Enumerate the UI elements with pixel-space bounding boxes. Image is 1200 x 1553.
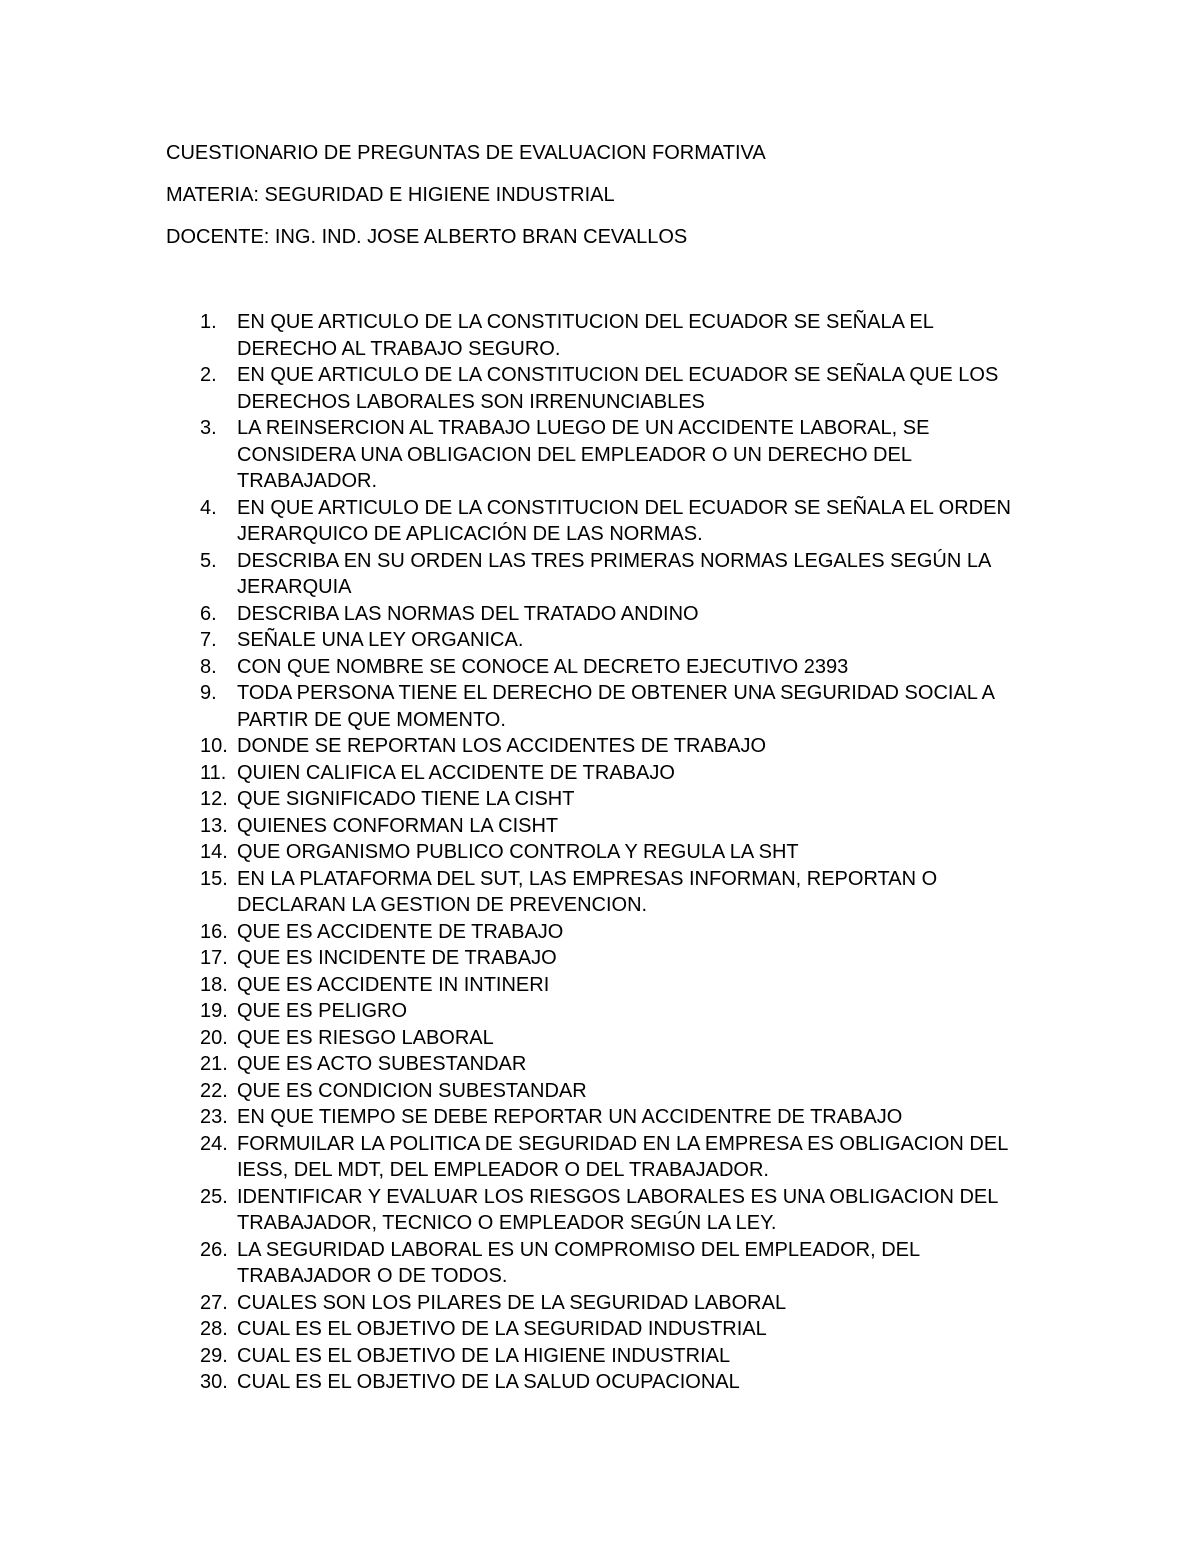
question-item [0,945,1037,972]
question-text: SEÑALE UNA LEY ORGANICA. [237,629,524,651]
question-text: CUALES SON LOS PILARES DE LA SEGURIDAD LABORAL [237,1291,787,1314]
question-text: CUAL ES EL OBJETIVO DE LA SEGURIDAD INDUSTRIAL [237,1318,767,1340]
question-text: QUIENES CONFORMAN LA CISHT [237,814,559,837]
question-item [0,627,1037,654]
question-item [0,866,1037,919]
question-number: 12. [200,788,228,810]
question-number: 14. [200,841,228,863]
question-text: TODA PERSONA TIENE EL DERECHO DE OBTENER UNA SEGURIDAD SOCIAL A PARTIR DE QUE MOMENTO. [237,682,994,731]
question-text: DONDE SE REPORTAN LOS ACCIDENTES DE TRABAJO [237,735,767,757]
question-text: IDENTIFICAR Y EVALUAR LOS RIESGOS LABORALES ES UNA OBLIGACION DEL TRABAJADOR, TECNICO O EMPLEADOR SEGÚN LA LEY. [237,1185,998,1234]
question-text: QUE ES ACTO SUBESTANDAR [237,1053,527,1075]
question-number: 19. [200,1000,228,1022]
question-number: 18. [200,973,228,996]
question-number: 1. [200,311,217,333]
question-number: 23. [200,1106,228,1128]
question-number: 29. [200,1344,228,1367]
question-item [0,1290,1037,1317]
question-item [0,998,1037,1025]
question-number: 28. [200,1318,228,1340]
question-text: CON QUE NOMBRE SE CONOCE AL DECRETO EJECUTIVO 2393 [237,655,849,678]
question-item [0,548,1037,601]
question-item [0,813,1037,840]
question-text: QUE ES CONDICION SUBESTANDAR [237,1079,587,1102]
question-number: 20. [200,1026,228,1049]
question-item [0,972,1037,999]
question-text: QUIEN CALIFICA EL ACCIDENTE DE TRABAJO [237,761,675,784]
question-item [0,601,1037,628]
question-number: 3. [200,417,217,439]
question-number: 4. [200,496,217,519]
question-number: 8. [200,655,217,678]
question-item [0,680,1037,733]
question-text: EN LA PLATAFORMA DEL SUT, LAS EMPRESAS INFORMAN, REPORTAN O DECLARAN LA GESTION DE PREVENCION. [237,867,938,916]
teacher-line: DOCENTE: ING. IND. JOSE ALBERTO BRAN CEVALLOS [166,226,688,248]
question-item [0,786,1037,813]
question-text: QUE ES ACCIDENTE DE TRABAJO [237,920,564,943]
question-text: EN QUE ARTICULO DE LA CONSTITUCION DEL ECUADOR SE SEÑALA EL ORDEN JERARQUICO DE APLICACIÓN DE LAS NORMAS. [237,496,1011,545]
question-text: FORMUILAR LA POLITICA DE SEGURIDAD EN LA EMPRESA ES OBLIGACION DEL IESS, DEL MDT, DEL EMPLEADOR O DEL TRABAJADOR. [237,1132,1008,1181]
question-item [0,362,1037,415]
question-text: LA SEGURIDAD LABORAL ES UN COMPROMISO DEL EMPLEADOR, DEL TRABAJADOR O DE TODOS. [237,1238,920,1287]
question-text: EN QUE ARTICULO DE LA CONSTITUCION DEL ECUADOR SE SEÑALA QUE LOS DERECHOS LABORALES SON IRRENUNCIABLES [237,364,999,413]
question-text: QUE ES PELIGRO [237,1000,408,1022]
question-item [0,760,1037,787]
question-text: EN QUE ARTICULO DE LA CONSTITUCION DEL ECUADOR SE SEÑALA EL DERECHO AL TRABAJO SEGURO. [237,311,934,360]
question-number: 2. [200,364,217,386]
question-item [0,1078,1037,1105]
question-item [0,1237,1037,1290]
question-number: 25. [200,1185,228,1208]
question-number: 27. [200,1291,228,1314]
question-text: DESCRIBA EN SU ORDEN LAS TRES PRIMERAS NORMAS LEGALES SEGÚN LA JERARQUIA [237,549,991,598]
question-list [0,309,1200,1396]
question-text: EN QUE TIEMPO SE DEBE REPORTAR UN ACCIDENTRE DE TRABAJO [237,1106,903,1128]
question-item [0,1184,1037,1237]
question-item [0,1369,1037,1396]
question-text: CUAL ES EL OBJETIVO DE LA SALUD OCUPACIONAL [237,1371,740,1393]
question-number: 16. [200,920,228,943]
question-number: 15. [200,867,228,890]
question-number: 26. [200,1238,228,1261]
question-item [0,919,1037,946]
question-item [0,1316,1037,1343]
question-item [0,495,1037,548]
question-item [0,1104,1037,1131]
question-text: QUE SIGNIFICADO TIENE LA CISHT [237,788,575,810]
question-number: 7. [200,629,217,651]
question-number: 11. [200,761,227,784]
question-number: 6. [200,602,217,625]
question-text: QUE ES INCIDENTE DE TRABAJO [237,947,557,969]
question-text: DESCRIBA LAS NORMAS DEL TRATADO ANDINO [237,602,699,625]
question-text: QUE ORGANISMO PUBLICO CONTROLA Y REGULA LA SHT [237,841,799,863]
question-number: 10. [200,735,228,757]
question-text: QUE ES ACCIDENTE IN INTINERI [237,973,550,996]
question-item [0,1131,1037,1184]
question-text: QUE ES RIESGO LABORAL [237,1026,494,1049]
document-header [166,139,1066,265]
question-number: 21. [200,1053,228,1075]
question-number: 17. [200,947,228,969]
question-item [0,1025,1037,1052]
question-number: 30. [200,1371,228,1393]
question-number: 24. [200,1132,228,1155]
question-item [0,1343,1037,1370]
question-item [0,415,1037,495]
question-item [0,839,1037,866]
question-item [0,733,1037,760]
question-number: 13. [200,814,228,837]
question-number: 5. [200,549,217,572]
document-title: CUESTIONARIO DE PREGUNTAS DE EVALUACION FORMATIVA [166,142,766,164]
question-text: CUAL ES EL OBJETIVO DE LA HIGIENE INDUSTRIAL [237,1344,731,1367]
question-item [0,309,1037,362]
question-item [0,654,1037,681]
subject-line: MATERIA: SEGURIDAD E HIGIENE INDUSTRIAL [166,184,615,206]
question-item [0,1051,1037,1078]
question-number: 9. [200,682,217,704]
question-text: LA REINSERCION AL TRABAJO LUEGO DE UN ACCIDENTE LABORAL, SE CONSIDERA UNA OBLIGACION DEL EMPLEADOR O UN DERECHO DEL TRABAJADOR. [237,417,930,492]
question-number: 22. [200,1079,228,1102]
